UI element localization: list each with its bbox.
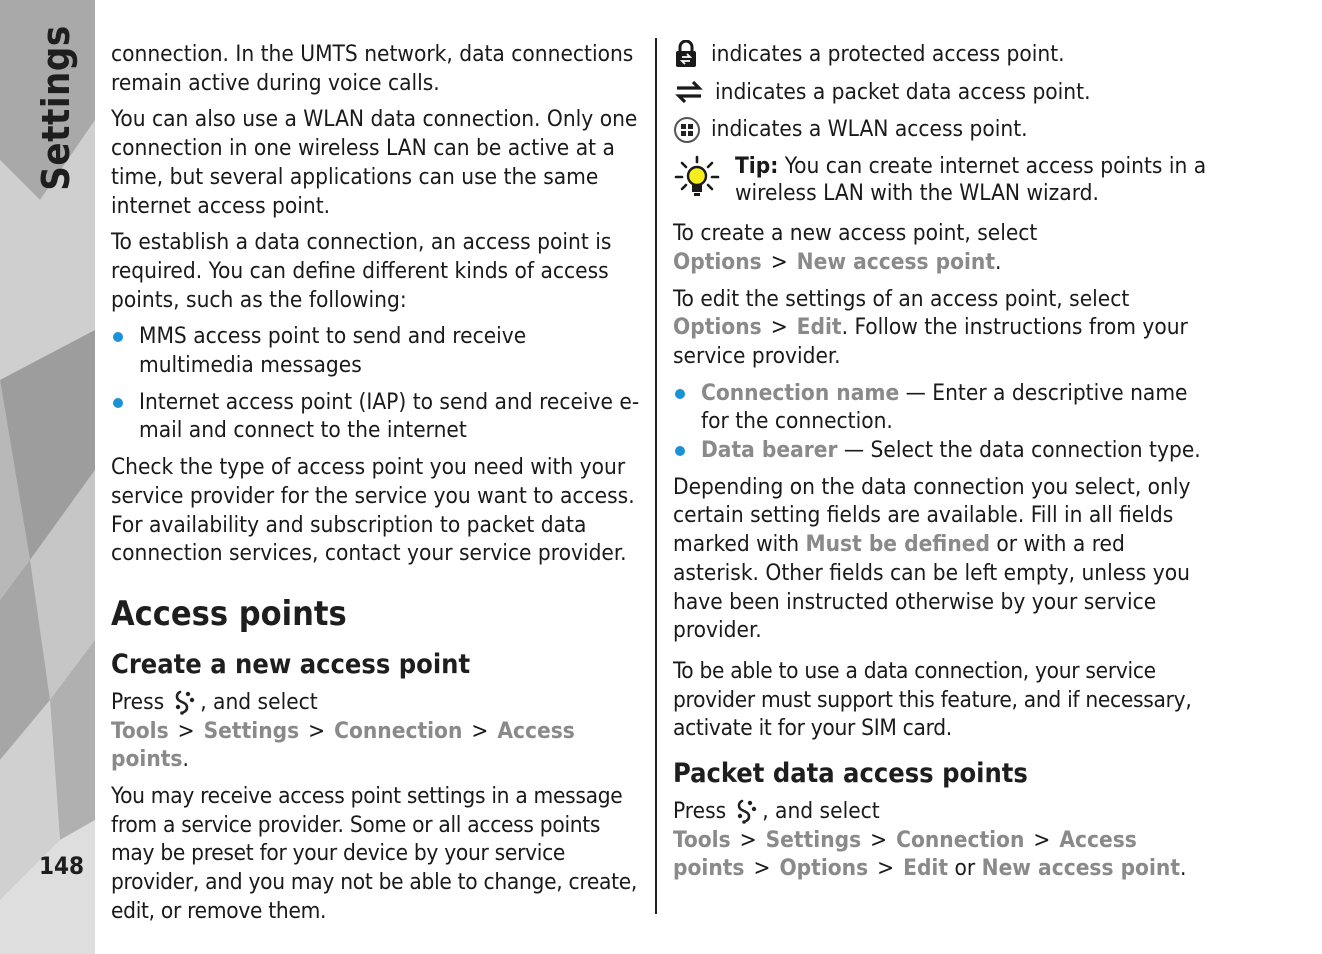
menu-item-tools: Tools (673, 826, 731, 853)
menu-item-options: Options (673, 248, 762, 275)
menu-item-connection: Connection (334, 717, 463, 744)
list-item: MMS access point to send and receive multimedia messages (111, 322, 646, 379)
menu-item-connection: Connection (896, 826, 1025, 853)
menu-item-options: Options (673, 314, 762, 341)
menu-item-new-access-point: New access point (796, 248, 996, 275)
menu-item-settings: Settings (203, 717, 300, 744)
access-point-types-list (111, 322, 646, 445)
section-title: Settings (33, 25, 78, 191)
setting-connection-name: Connection name (701, 379, 900, 406)
menu-key-icon (734, 798, 760, 824)
list-item: Internet access point (IAP) to send and receive e-mail and connect to the internet (111, 388, 646, 445)
heading-packet-data-access-points: Packet data access points (673, 758, 1028, 790)
menu-path-paragraph: Press , and select Tools > Settings > Connection > Access points. (111, 688, 575, 773)
bullet-dot (675, 446, 685, 456)
page-number: 148 (39, 852, 85, 880)
menu-item-new-access-point: New access point (981, 855, 1180, 882)
paragraph: To be able to use a data connection, your service provider must support this feature, and if necessary, activate it for your SIM card. (673, 657, 1192, 742)
settings-list (673, 379, 1213, 465)
bullet-dot (113, 332, 123, 342)
list-item: Data bearer — Select the data connection type. (673, 436, 1213, 465)
left-column (111, 40, 646, 934)
heading-access-points: Access points (111, 593, 347, 634)
lock-icon (673, 40, 701, 68)
lightbulb-icon (673, 153, 721, 201)
packet-icon-line: indicates a packet data access point. (673, 78, 1213, 107)
menu-path-paragraph: Press , and select Tools > Settings > Connection > Access points > Options > Edit or New access point. (673, 798, 1187, 882)
packet-data-icon (673, 78, 705, 106)
bullet-dot (675, 389, 685, 399)
side-tab (0, 0, 95, 954)
paragraph: To establish a data connection, an access point is required. You can define different kinds of access points, such as the following: (111, 229, 612, 313)
paragraph: Depending on the data connection you select, only certain setting fields are available. Fill in all fields marked with Must be defined or with a red asterisk. Other fields can be left empty, unless you have been instructed otherwise by your service provider. (673, 473, 1191, 644)
setting-data-bearer: Data bearer (701, 437, 838, 464)
tip-box (673, 153, 1213, 207)
paragraph: You can also use a WLAN data connection. Only one connection in one wireless LAN can be active at a time, but several applications can use the same internet access point. (111, 106, 638, 219)
tip-text: Tip: You can create internet access points in a wireless LAN with the WLAN wizard. (735, 153, 1207, 207)
menu-item-access-points: Access points (111, 717, 575, 773)
menu-item-access-points: Access points (673, 826, 1137, 882)
wlan-icon-line: indicates a WLAN access point. (673, 115, 1213, 144)
wlan-icon (673, 116, 701, 144)
edit-access-point-paragraph: To edit the settings of an access point, select Options > Edit. Follow the instructions from your service provider. (673, 285, 1188, 369)
menu-item-edit: Edit (903, 855, 949, 882)
list-item: Connection name — Enter a descriptive name for the connection. (673, 379, 1213, 436)
menu-key-icon (172, 689, 198, 715)
menu-item-settings: Settings (765, 826, 862, 853)
protected-icon-line: indicates a protected access point. (673, 40, 1213, 69)
paragraph: Check the type of access point you need with your service provider for the service you want to access. For availability and subscription to packet data connection services, contact your service provider. (111, 454, 635, 567)
paragraph: connection. In the UMTS network, data connections remain active during voice calls. (111, 41, 634, 96)
create-access-point-paragraph: To create a new access point, select Options > New access point. (673, 220, 1038, 275)
menu-item-edit: Edit (796, 314, 842, 341)
paragraph: You may receive access point settings in a message from a service provider. Some or all access points may be preset for your device by your service provider, and you may not be able to change, create, edit, or remove them. (111, 783, 638, 924)
menu-item-options: Options (779, 855, 869, 882)
right-column (673, 40, 1213, 891)
heading-create-access-point: Create a new access point (111, 648, 471, 680)
column-divider (655, 38, 657, 914)
bullet-dot (113, 398, 123, 408)
menu-item-tools: Tools (111, 717, 169, 744)
must-be-defined-label: Must be defined (805, 531, 990, 558)
